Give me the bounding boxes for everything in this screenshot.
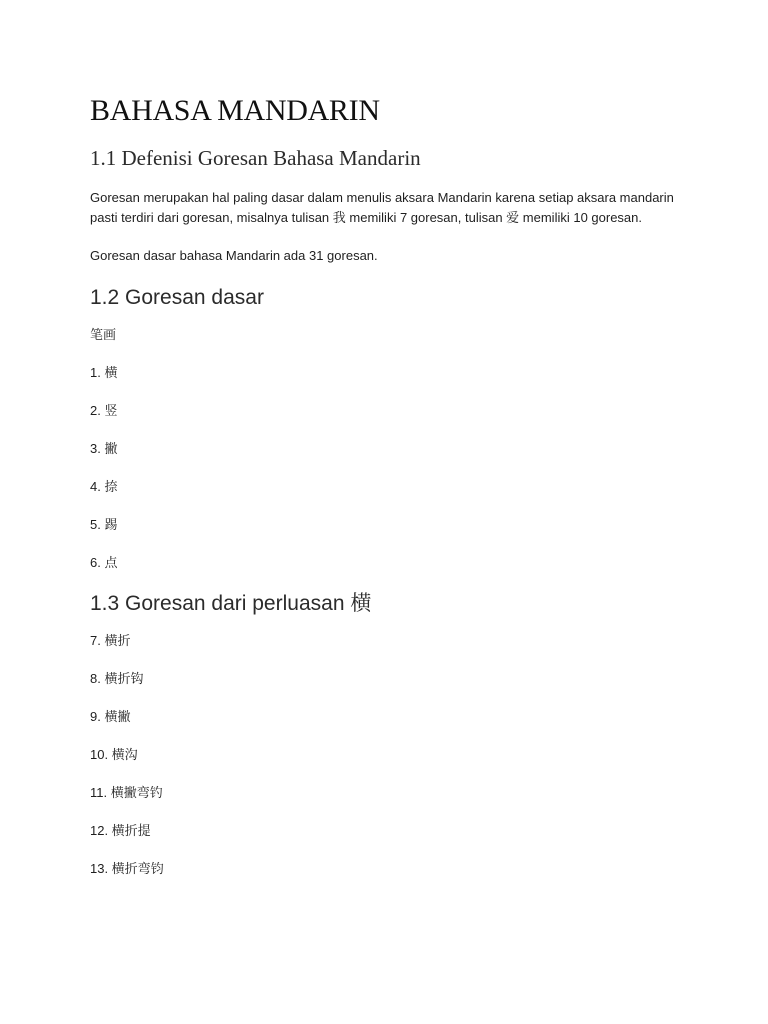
list-item: 6. 点 <box>90 555 118 570</box>
list-item: 3. 撇 <box>90 441 118 456</box>
list-item: 10. 横沟 <box>90 747 138 762</box>
list-item: 13. 横折弯钧 <box>90 861 164 876</box>
list-item: 1. 横 <box>90 365 118 380</box>
section-heading-1-3: 1.3 Goresan dari perluasan 横 <box>90 592 372 615</box>
list-item: 11. 横撇弯钓 <box>90 785 163 800</box>
list-item: 9. 横撇 <box>90 709 131 724</box>
document-title: BAHASA MANDARIN <box>90 94 380 127</box>
extended-strokes-list <box>90 632 690 878</box>
list-item: 5. 踢 <box>90 517 118 532</box>
section-1-1-paragraph-2: Goresan dasar bahasa Mandarin ada 31 goresan. <box>90 248 378 263</box>
list-item: 12. 横折提 <box>90 823 151 838</box>
list-item: 2. 竖 <box>90 403 118 418</box>
list-item: 4. 捺 <box>90 479 118 494</box>
list-item: 7. 横折 <box>90 633 131 648</box>
section-heading-1-1: 1.1 Defenisi Goresan Bahasa Mandarin <box>90 146 421 170</box>
section-1-1-paragraph-1: Goresan merupakan hal paling dasar dalam menulis aksara Mandarin karena setiap aksara mandarin pasti terdiri dari goresan, misalnya tulisan 我 memiliki 7 goresan, tulisan 爱 memiliki 10 goresan. <box>90 190 674 225</box>
basic-strokes-list <box>90 364 690 572</box>
list-item: 8. 横折钩 <box>90 671 144 686</box>
strokes-label: 笔画 <box>90 327 117 342</box>
document-content <box>90 92 690 878</box>
section-heading-1-2: 1.2 Goresan dasar <box>90 286 264 309</box>
